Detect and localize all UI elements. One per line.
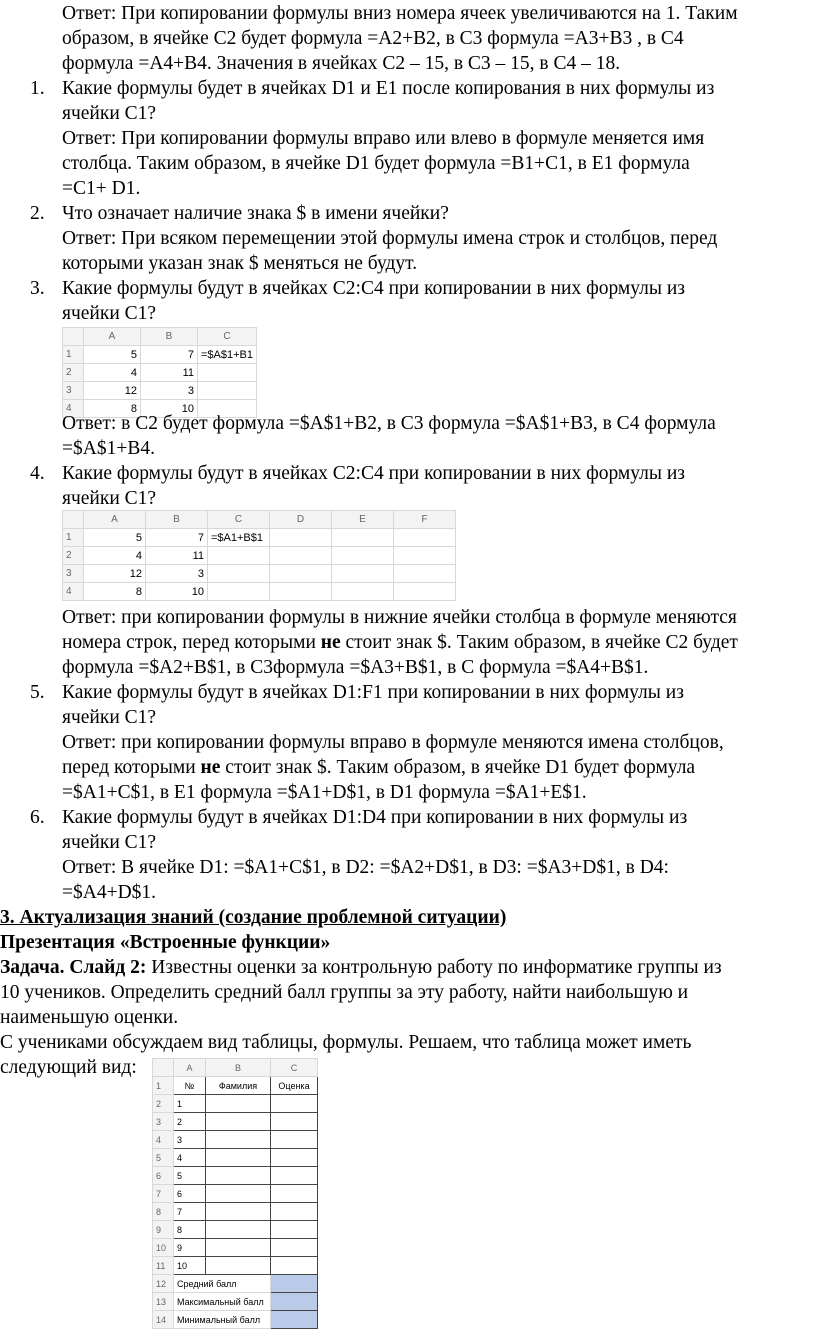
cell: [271, 1167, 318, 1185]
row-header: 4: [63, 400, 84, 418]
cell: [394, 583, 456, 601]
col-header: C: [271, 1059, 318, 1077]
item-1-number: 1.: [30, 78, 45, 99]
item-6-line: ячейки С1?: [62, 832, 157, 853]
text-run: стоит знак $. Таким образом, в ячейке D1 будет формула: [220, 757, 696, 778]
item-3-answer: =$А$1+В4.: [62, 438, 155, 459]
item-1-line: ячейки С1?: [62, 103, 157, 124]
cell: [271, 1095, 318, 1113]
cell: [394, 565, 456, 583]
col-header: B: [141, 328, 198, 346]
cell: [206, 1095, 271, 1113]
cell: [206, 1239, 271, 1257]
presentation-title: Презентация «Встроенные функции»: [0, 932, 331, 953]
row-header: 2: [63, 547, 84, 565]
cell: 10: [141, 400, 198, 418]
cell: [271, 1221, 318, 1239]
cell: [198, 364, 257, 382]
bold-not: не: [320, 632, 341, 653]
col-header: B: [146, 511, 208, 529]
cell: =$A$1+B1: [198, 346, 257, 364]
cell: 3: [146, 565, 208, 583]
cell: 8: [84, 583, 146, 601]
cell: 4: [84, 547, 146, 565]
item-5-line: [62, 756, 695, 780]
item-4-answer: Ответ: при копировании формулы в нижние ячейки столбца в формуле меняются: [62, 607, 737, 628]
item-2-number: 2.: [30, 203, 45, 224]
item-5-number: 5.: [30, 682, 45, 703]
cell: [271, 1185, 318, 1203]
discussion-line: следующий вид:: [0, 1057, 137, 1078]
cell: [208, 583, 270, 601]
cell: [270, 583, 332, 601]
task-label: Задача. Слайд 2:: [0, 957, 147, 978]
cell: 5: [84, 346, 141, 364]
cell: [394, 547, 456, 565]
cell: [332, 565, 394, 583]
cell: [271, 1131, 318, 1149]
item-3-number: 3.: [30, 278, 45, 299]
item-2-line: Ответ: При всяком перемещении этой формулы имена строк и столбцов, перед: [62, 228, 718, 249]
cell: [208, 565, 270, 583]
cell: [206, 1203, 271, 1221]
text-run: стоит знак $. Таким образом, в ячейке С2 будет: [340, 632, 738, 653]
cell: [271, 1149, 318, 1167]
col-header: B: [206, 1059, 271, 1077]
summary-label: Средний балл: [174, 1275, 271, 1293]
cell: 11: [146, 547, 208, 565]
item-5-line: Какие формулы будут в ячейках D1:F1 при копировании в них формулы из: [62, 682, 684, 703]
col-header: A: [174, 1059, 206, 1077]
cell: [394, 529, 456, 547]
cell: [271, 1113, 318, 1131]
col-header: C: [198, 328, 257, 346]
col-header: F: [394, 511, 456, 529]
item-3-answer: Ответ: в С2 будет формула =$А$1+В2, в С3 формула =$А$1+В3, в С4 формула: [62, 413, 716, 434]
text-run: перед которыми: [62, 757, 201, 778]
item-1-line: столбца. Таким образом, в ячейке D1 будет формула =В1+С1, в Е1 формула: [62, 153, 690, 174]
cell: 7: [146, 529, 208, 547]
item-4-line: ячейки С1?: [62, 488, 157, 509]
cell: 9: [174, 1239, 206, 1257]
item-1-line: =С1+ D1.: [62, 178, 141, 199]
item-2-line: Что означает наличие знака $ в имени ячейки?: [62, 203, 449, 224]
row-header: 3: [63, 382, 84, 400]
cell: Оценка: [271, 1077, 318, 1095]
cell: [206, 1167, 271, 1185]
cell: [271, 1293, 318, 1311]
cell: [271, 1257, 318, 1275]
col-header: A: [84, 511, 146, 529]
item-4-number: 4.: [30, 463, 45, 484]
item-6-line: Какие формулы будут в ячейках D1:D4 при копировании в них формулы из: [62, 807, 688, 828]
item-5-line: Ответ: при копировании формулы вправо в формуле меняются имена столбцов,: [62, 732, 724, 753]
cell: 1: [174, 1095, 206, 1113]
cell: [270, 565, 332, 583]
item-4-answer: [62, 631, 738, 655]
cell: Фамилия: [206, 1077, 271, 1095]
cell: [206, 1113, 271, 1131]
item-6-line: Ответ: В ячейке D1: =$А1+С$1, в D2: =$А2+D$1, в D3: =$А3+D$1, в D4:: [62, 857, 669, 878]
cell: 7: [141, 346, 198, 364]
cell: [332, 583, 394, 601]
cell: [206, 1257, 271, 1275]
cell: [271, 1311, 318, 1329]
col-header: E: [332, 511, 394, 529]
cell: 5: [174, 1167, 206, 1185]
intro-line-1: Ответ: При копировании формулы вниз номера ячеек увеличиваются на 1. Таким: [62, 3, 738, 24]
cell: [271, 1203, 318, 1221]
cell: 3: [174, 1131, 206, 1149]
cell: 6: [174, 1185, 206, 1203]
cell: 4: [84, 364, 141, 382]
row-header: 3: [63, 565, 84, 583]
col-header: A: [84, 328, 141, 346]
item-3-line: ячейки С1?: [62, 303, 157, 324]
cell: [270, 529, 332, 547]
intro-line-2: образом, в ячейке С2 будет формула =А2+В2, в С3 формула =А3+В3 , в С4: [62, 28, 684, 49]
item-2-line: которыми указан знак $ меняться не будут.: [62, 253, 418, 274]
cell: 7: [174, 1203, 206, 1221]
cell: 10: [174, 1257, 206, 1275]
cell: [206, 1149, 271, 1167]
cell: 4: [174, 1149, 206, 1167]
cell: [208, 547, 270, 565]
item-6-line: =$А4+D$1.: [62, 882, 157, 903]
col-header: D: [270, 511, 332, 529]
spreadsheet-1: [62, 327, 257, 418]
cell: [206, 1221, 271, 1239]
cell: [270, 547, 332, 565]
text-run: Известны оценки за контрольную работу по информатике группы из: [146, 957, 722, 978]
row-header: 1: [63, 529, 84, 547]
cell: 10: [146, 583, 208, 601]
item-6-number: 6.: [30, 807, 45, 828]
task-line: 10 учеников. Определить средний балл группы за эту работу, найти наибольшую и: [0, 982, 689, 1003]
spreadsheet-3: A B C 1 № Фамилия Оценка 2 1 3 2 4 3 5 4 6 5 7 6 8 7 9 8 10 9 11 10 12 Средний балл 13 Максимальный балл 14 Минимальный балл: [152, 1058, 318, 1329]
cell: 8: [174, 1221, 206, 1239]
summary-label: Максимальный балл: [174, 1293, 271, 1311]
cell: 5: [84, 529, 146, 547]
cell: 12: [84, 565, 146, 583]
cell: [332, 547, 394, 565]
intro-line-3: формула =А4+В4. Значения в ячейках С2 – 15, в С3 – 15, в С4 – 18.: [62, 53, 621, 74]
cell: [198, 382, 257, 400]
cell: 2: [174, 1113, 206, 1131]
spreadsheet-2: [62, 510, 456, 601]
text-run: номера строк, перед которыми: [62, 632, 321, 653]
col-header: C: [208, 511, 270, 529]
cell: [271, 1239, 318, 1257]
cell: 8: [84, 400, 141, 418]
row-header: 2: [63, 364, 84, 382]
item-1-line: Какие формулы будет в ячейках D1 и Е1 после копирования в них формулы из: [62, 78, 715, 99]
cell: [332, 529, 394, 547]
cell: =$A1+B$1: [208, 529, 270, 547]
cell: [271, 1275, 318, 1293]
item-5-line: =$А1+С$1, в Е1 формула =$А1+D$1, в D1 формула =$А1+Е$1.: [62, 782, 587, 803]
cell: 3: [141, 382, 198, 400]
cell: 11: [141, 364, 198, 382]
summary-label: Минимальный балл: [174, 1311, 271, 1329]
cell: 12: [84, 382, 141, 400]
cell: №: [174, 1077, 206, 1095]
bold-not: не: [200, 757, 221, 778]
section-heading: 3. Актуализация знаний (создание проблемной ситуации): [0, 907, 507, 928]
item-3-line: Какие формулы будут в ячейках С2:С4 при копировании в них формулы из: [62, 278, 685, 299]
cell: [206, 1131, 271, 1149]
task-line: [0, 956, 722, 980]
row-header: 1: [63, 346, 84, 364]
cell: [206, 1185, 271, 1203]
task-line: наименьшую оценки.: [0, 1007, 179, 1028]
item-4-answer: формула =$А2+В$1, в С3формула =$А3+В$1, в С формула =$А4+В$1.: [62, 657, 649, 678]
row-header: 4: [63, 583, 84, 601]
discussion-line: С учениками обсуждаем вид таблицы, формулы. Решаем, что таблица может иметь: [0, 1032, 692, 1053]
item-4-line: Какие формулы будут в ячейках С2:С4 при копировании в них формулы из: [62, 463, 685, 484]
item-5-line: ячейки С1?: [62, 707, 157, 728]
item-1-line: Ответ: При копировании формулы вправо или влево в формуле меняется имя: [62, 128, 705, 149]
